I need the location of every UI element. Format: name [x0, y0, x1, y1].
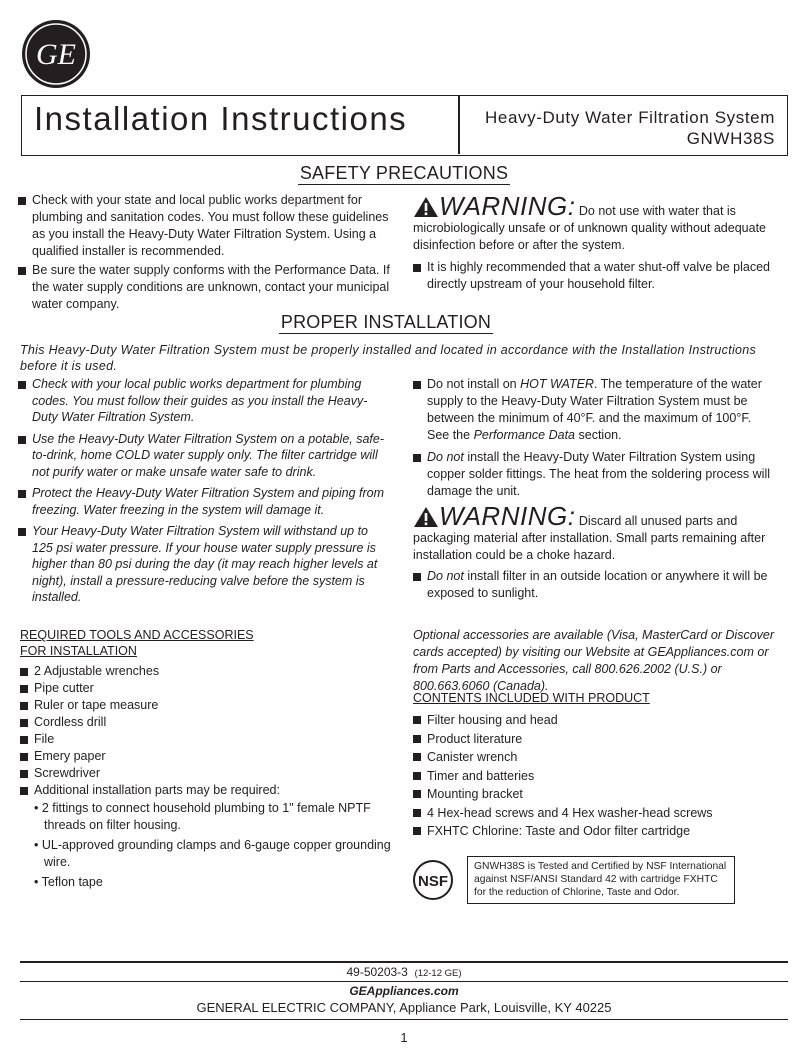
contents-heading: CONTENTS INCLUDED WITH PRODUCT: [413, 691, 650, 705]
tools-heading-2: FOR INSTALLATION: [20, 644, 137, 658]
contents-item: Mounting bracket: [413, 785, 783, 804]
model-number: GNWH38S: [686, 129, 775, 148]
header-box: [21, 95, 788, 156]
nsf-logo: [413, 860, 453, 900]
contents-item: Timer and batteries: [413, 767, 783, 786]
footer-rule-top: [20, 961, 788, 963]
nsf-model: GNWH38S: [474, 861, 525, 872]
tool-item: Emery paper: [20, 748, 395, 765]
svg-text:GE: GE: [36, 38, 76, 71]
footer-part-line: [0, 965, 808, 979]
safety-right: [413, 191, 775, 293]
tool-item: Ruler or tape measure: [20, 697, 395, 714]
installation-right: [413, 376, 775, 602]
safety-bullet: Be sure the water supply conforms with the Performance Data. If the water supply conditions are unknown, contact your municipal water company.: [18, 262, 390, 313]
page-number: 1: [400, 1030, 408, 1045]
ge-logo: [20, 18, 92, 90]
header-divider: [458, 96, 460, 154]
nsf-cert-box: [467, 856, 735, 904]
contents-item: Canister wrench: [413, 748, 783, 767]
installation-warning: [413, 501, 775, 564]
warning-label: WARNING:: [439, 191, 576, 221]
installation-bullet: Do not install filter in an outside location or anywhere it will be exposed to sunlight.: [413, 568, 775, 602]
nsf-logo-icon: [413, 860, 453, 900]
footer-company: GENERAL ELECTRIC COMPANY, Appliance Park, Louisville, KY 40225: [196, 1000, 612, 1015]
product-name: Heavy-Duty Water Filtration System: [485, 108, 775, 127]
tool-item: File: [20, 731, 395, 748]
ge-monogram-icon: [20, 18, 92, 90]
page-title: Installation Instructions: [34, 100, 408, 137]
installation-bullet: Do not install on HOT WATER. The temperature of the water supply to the Heavy-Duty Water Filtration System must be between the minimum of 40°F. and the maximum of 100°F. See the Performance Data section.: [413, 376, 775, 444]
footer-website[interactable]: GEAppliances.com: [349, 984, 459, 998]
tool-item: 2 Adjustable wrenches: [20, 663, 395, 680]
footer-rule-mid: [20, 981, 788, 982]
nsf-text: is Tested and Certified by NSF International against NSF/ANSI Standard 42 with cartridge FXHTC for the reduction of Chlorine, Taste and Odor.: [474, 861, 727, 898]
warning-text: Do not use with water that is microbiologically unsafe or of unknown quality without adequate disinfection before or after the system.: [413, 204, 766, 252]
installation-bullet: Check with your local public works department for plumbing codes. You must follow their guides as you install the Heavy-Duty Water Filtration System.: [18, 376, 390, 426]
installation-intro: This Heavy-Duty Water Filtration System must be properly installed and located in accordance with the Installation Instructions before it is used.: [20, 343, 757, 373]
safety-left: [18, 192, 390, 313]
warning-text: Discard all unused parts and packaging material after installation. Small parts remaining after installation could be a choke hazard.: [413, 514, 766, 562]
installation-bullet: Your Heavy-Duty Water Filtration System will withstand up to 125 psi water pressure. If your house water supply pressure is higher than 80 psi during the day (it may reach higher levels at night), install a pressure-reducing valve before the system is installed.: [18, 523, 390, 606]
installation-left: [18, 376, 390, 606]
tool-sub-item: • Teflon tape: [34, 875, 103, 889]
installation-bullet: Do not install the Heavy-Duty Water Filtration System using copper solder fittings. The heat from the soldering process will damage the unit.: [413, 449, 775, 500]
tools-heading: REQUIRED TOOLS AND ACCESSORIES: [20, 628, 254, 642]
safety-heading: SAFETY PRECAUTIONS: [299, 163, 509, 183]
optional-accessories: Optional accessories are available (Visa, MasterCard or Discover cards accepted) by visiting our Website at GEAppliances.com or from Parts and Accessories, call 800.626.2002 (U.S.) or 800.663.6060 (Canada).: [413, 628, 775, 693]
tools-section: [20, 627, 395, 891]
contents-item: Product literature: [413, 730, 783, 749]
installation-heading: PROPER INSTALLATION: [280, 312, 492, 332]
revision: (12-12 GE): [414, 968, 462, 979]
footer-rule-bottom: [20, 1019, 788, 1020]
contents-item: FXHTC Chlorine: Taste and Odor filter cartridge: [413, 822, 783, 841]
contents-item: 4 Hex-head screws and 4 Hex washer-head screws: [413, 804, 783, 823]
safety-warning: [413, 191, 775, 254]
safety-bullet: Check with your state and local public works department for plumbing and sanitation codes. You must follow these guidelines as you install the Heavy-Duty Water Filtration System. Using a qualified installer is recommended.: [18, 192, 390, 260]
warning-triangle-icon: [413, 506, 439, 528]
contents-section: [413, 690, 783, 841]
warning-triangle-icon: [413, 196, 439, 218]
warning-label: WARNING:: [439, 501, 576, 531]
tool-item: Pipe cutter: [20, 680, 395, 697]
tool-item: Additional installation parts may be required:: [20, 782, 395, 799]
part-number: 49-50203-3: [346, 965, 408, 979]
installation-bullet: Use the Heavy-Duty Water Filtration System on a potable, safe-to-drink, home COLD water supply only. The filter cartridge will not purify water or make unsafe water safe to drink.: [18, 431, 390, 481]
tool-item: Cordless drill: [20, 714, 395, 731]
svg-text:NSF: NSF: [418, 873, 448, 890]
contents-item: Filter housing and head: [413, 711, 783, 730]
tool-item: Screwdriver: [20, 765, 395, 782]
tool-sub-item: • UL-approved grounding clamps and 6-gauge copper grounding wire.: [34, 838, 391, 869]
installation-bullet: Protect the Heavy-Duty Water Filtration System and piping from freezing. Water freezing in the system will damage it.: [18, 485, 390, 518]
safety-bullet: It is highly recommended that a water shut-off valve be placed directly upstream of your household filter.: [413, 259, 775, 293]
tool-sub-item: • 2 fittings to connect household plumbing to 1" female NPTF threads on filter housing.: [34, 801, 371, 832]
